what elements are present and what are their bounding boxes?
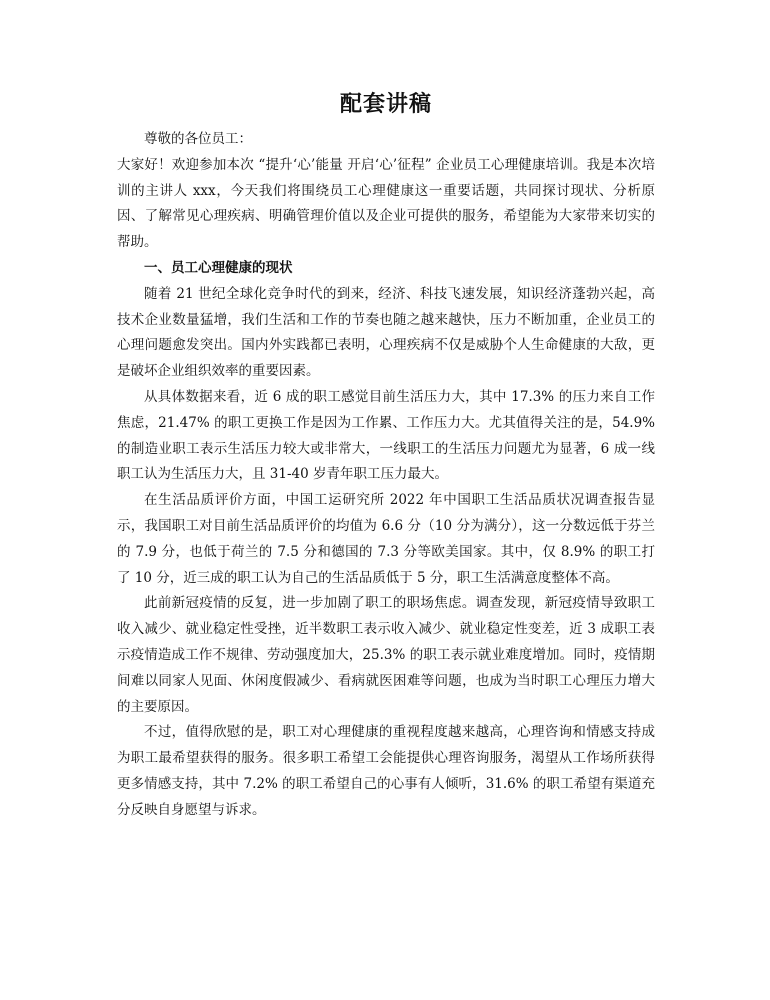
document-body — [117, 84, 655, 824]
paragraph-1: 随着 21 世纪全球化竞争时代的到来，经济、科技飞速发展，知识经济蓬勃兴起，高技术企业数量猛增，我们生活和工作的节奏也随之越来越快，压力不断加重，企业员工的心理问题愈发突出。国内外实践都已表明，心理疾病不仅是威胁个人生命健康的大敌，更是破坏企业组织效率的重要因素。 — [117, 285, 655, 380]
paragraph-4: 此前新冠疫情的反复，进一步加剧了职工的职场焦虑。调查发现，新冠疫情导致职工收入减少、就业稳定性受挫，近半数职工表示收入减少、就业稳定性变差，近 3 成职工表示疫情造成工作不规律、劳动强度加大，25.3% 的职工表示就业难度增加。同时，疫情期间难以同家人见面、休闲度假减少、看病就医困难等问题，也成为当时职工心理压力增大的主要原因。 — [117, 595, 655, 715]
salutation: 尊敬的各位员工： — [144, 131, 252, 147]
paragraph-5: 不过，值得欣慰的是，职工对心理健康的重视程度越来越高，心理咨询和情感支持成为职工最希望获得的服务。很多职工希望工会能提供心理咨询服务，渴望从工作场所获得更多情感支持，其中 7.2% 的职工希望自己的心事有人倾听，31.6% 的职工希望有渠道充分反映自身愿望与诉求。 — [117, 724, 655, 818]
section-heading: 一、员工心理健康的现状 — [144, 259, 293, 276]
paragraph-3: 在生活品质评价方面，中国工运研究所 2022 年中国职工生活品质状况调查报告显示，我国职工对目前生活品质评价的均值为 6.6 分（10 分为满分），这一分数远低于芬兰的 7.9 分，也低于荷兰的 7.5 分和德国的 7.3 分等欧美国家。其中，仅 8.9% 的职工打了 10 分，近三成的职工认为自己的生活品质低于 5 分，职工生活满意度整体不高。 — [117, 492, 655, 586]
document-title: 配套讲稿 — [339, 91, 432, 117]
paragraph-2: 从具体数据来看，近 6 成的职工感觉目前生活压力大，其中 17.3% 的压力来自工作焦虑，21.47% 的职工更换工作是因为工作累、工作压力大。尤其值得关注的是，54.9% 的制造业职工表示生活压力较大或非常大，一线职工的生活压力问题尤为显著，6 成一线职工认为生活压力大，且 31-40 岁青年职工压力最大。 — [117, 388, 655, 483]
intro-paragraph: 大家好！欢迎参加本次 “提升‘心’能量 开启‘心’征程” 企业员工心理健康培训。我是本次培训的主讲人 xxx，今天我们将围绕员工心理健康这一重要话题，共同探讨现状、分析原因、了解常见心理疾病、明确管理价值以及企业可提供的服务，希望能为大家带来切实的帮助。 — [117, 156, 655, 251]
